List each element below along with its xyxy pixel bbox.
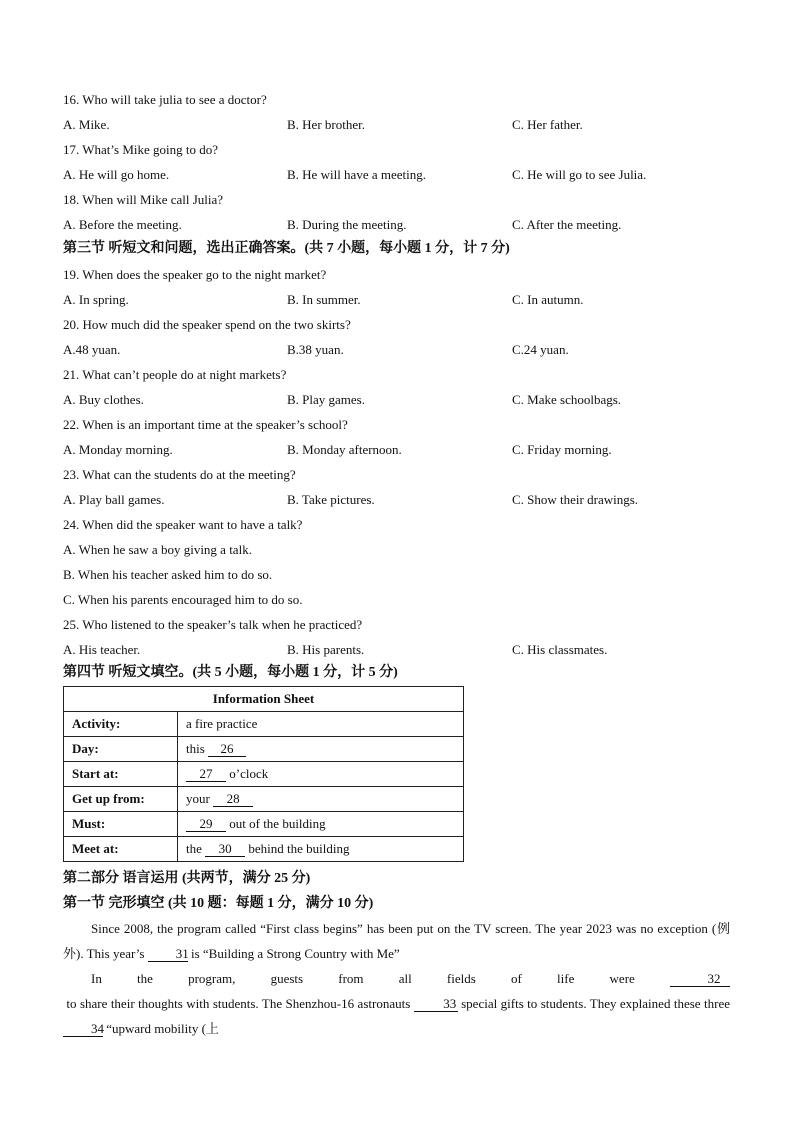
row-label: Start at: <box>64 762 178 787</box>
row-value <box>178 812 464 837</box>
section-4-heading: 第四节 听短文填空。(共 5 小题，每小题 1 分，计 5 分) <box>63 665 398 680</box>
table-row <box>64 812 464 837</box>
table-row <box>64 737 464 762</box>
q20-option-c: C.24 yuan. <box>512 342 569 357</box>
q23-option-a: A. Play ball games. <box>63 492 165 507</box>
q22-option-a: A. Monday morning. <box>63 442 173 457</box>
q23-option-b: B. Take pictures. <box>287 492 375 507</box>
value-prefix: your <box>186 791 214 806</box>
row-label: Get up from: <box>64 787 178 812</box>
q25-option-c: C. His classmates. <box>512 642 608 657</box>
q24-option-b: B. When his teacher asked him to do so. <box>63 567 273 582</box>
part-2-heading: 第二部分 语言运用 (共两节，满分 25 分) <box>63 871 311 886</box>
q17-option-b: B. He will have a meeting. <box>287 167 426 182</box>
section-3-heading: 第三节 听短文和问题，选出正确答案。(共 7 小题，每小题 1 分，计 7 分) <box>63 241 510 256</box>
q19-option-b: B. In summer. <box>287 292 361 307</box>
value-text: a fire practice <box>186 716 258 731</box>
q25-option-a: A. His teacher. <box>63 642 141 657</box>
q21-option-c: C. Make schoolbags. <box>512 392 622 407</box>
cloze-paragraph-1 <box>63 916 730 966</box>
blank-34: 34 <box>63 1022 103 1037</box>
blank-31: 31 <box>148 947 188 962</box>
q17-option-a: A. He will go home. <box>63 167 170 182</box>
table-header-row <box>64 687 464 712</box>
blank-28: 28 <box>213 792 253 807</box>
row-value <box>178 787 464 812</box>
q24-option-a: A. When he saw a boy giving a talk. <box>63 542 252 557</box>
question-18: 18. When will Mike call Julia? <box>63 192 224 207</box>
table-title: Information Sheet <box>64 687 464 712</box>
row-value <box>178 737 464 762</box>
blank-27: 27 <box>186 767 226 782</box>
q21-option-a: A. Buy clothes. <box>63 392 144 407</box>
row-value <box>178 712 464 737</box>
question-22: 22. When is an important time at the speaker’s school? <box>63 417 348 432</box>
q21-option-b: B. Play games. <box>287 392 365 407</box>
paragraph-text: In the program, guests from all fields of life were <box>91 971 670 986</box>
table-row <box>64 837 464 862</box>
question-16: 16. Who will take julia to see a doctor? <box>63 92 267 107</box>
row-label: Must: <box>64 812 178 837</box>
paragraph-text: Since 2008, the program called “First class begins” has been put on the TV screen. The year 2023 was no exception (例外). This year’s <box>63 921 730 961</box>
q16-option-a: A. Mike. <box>63 117 110 132</box>
q24-option-c: C. When his parents encouraged him to do so. <box>63 592 303 607</box>
row-label: Meet at: <box>64 837 178 862</box>
blank-32: 32 <box>670 972 730 987</box>
paragraph-text: is “Building a Strong Country with Me” <box>187 946 400 961</box>
row-label: Day: <box>64 737 178 762</box>
blank-30: 30 <box>205 842 245 857</box>
blank-26: 26 <box>208 742 246 757</box>
table-row <box>64 762 464 787</box>
paragraph-text: to share their thoughts with students. The Shenzhou-16 astronauts <box>63 996 414 1011</box>
q17-option-c: C. He will go to see Julia. <box>512 167 647 182</box>
information-sheet-table <box>63 686 464 862</box>
question-21: 21. What can’t people do at night markets? <box>63 367 287 382</box>
q25-option-b: B. His parents. <box>287 642 365 657</box>
blank-33: 33 <box>414 997 458 1012</box>
question-20: 20. How much did the speaker spend on the two skirts? <box>63 317 351 332</box>
value-suffix: out of the building <box>226 816 326 831</box>
row-value <box>178 837 464 862</box>
q23-option-c: C. Show their drawings. <box>512 492 639 507</box>
q20-option-a: A.48 yuan. <box>63 342 121 357</box>
q20-option-b: B.38 yuan. <box>287 342 344 357</box>
blank-29: 29 <box>186 817 226 832</box>
question-23: 23. What can the students do at the meeting? <box>63 467 296 482</box>
q22-option-b: B. Monday afternoon. <box>287 442 402 457</box>
q16-option-b: B. Her brother. <box>287 117 365 132</box>
question-24: 24. When did the speaker want to have a talk? <box>63 517 303 532</box>
q19-option-a: A. In spring. <box>63 292 129 307</box>
value-prefix: the <box>186 841 206 856</box>
q18-option-c: C. After the meeting. <box>512 217 622 232</box>
cloze-paragraph-2 <box>63 966 730 1041</box>
question-19: 19. When does the speaker go to the night market? <box>63 267 327 282</box>
q18-option-b: B. During the meeting. <box>287 217 407 232</box>
question-17: 17. What’s Mike going to do? <box>63 142 219 157</box>
row-label: Activity: <box>64 712 178 737</box>
value-suffix: behind the building <box>245 841 350 856</box>
q19-option-c: C. In autumn. <box>512 292 584 307</box>
part-2-section-1-heading: 第一节 完形填空 (共 10 题：每题 1 分，满分 10 分) <box>63 896 374 911</box>
value-prefix: this <box>186 741 209 756</box>
row-value <box>178 762 464 787</box>
paragraph-text: special gifts to students. They explained these three <box>457 996 730 1011</box>
q22-option-c: C. Friday morning. <box>512 442 612 457</box>
question-25: 25. Who listened to the speaker’s talk when he practiced? <box>63 617 363 632</box>
table-row <box>64 787 464 812</box>
value-suffix: o’clock <box>226 766 269 781</box>
q16-option-c: C. Her father. <box>512 117 583 132</box>
paragraph-text: “upward mobility (上 <box>103 1021 219 1036</box>
q18-option-a: A. Before the meeting. <box>63 217 182 232</box>
table-row <box>64 712 464 737</box>
